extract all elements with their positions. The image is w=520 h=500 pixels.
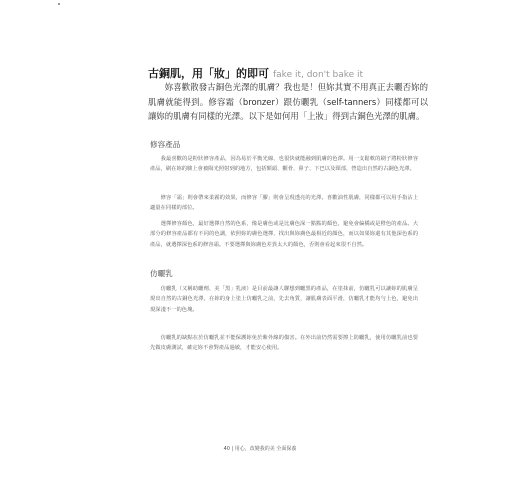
intro-paragraph: 妳喜歡散發古銅色光澤的肌膚？我也是！但妳其實不用真正去曬否妳的肌膚就能得到。修容霜（bronzer）跟仿曬乳（self-tanners）同樣都可以讓妳的肌膚有同樣的光澤。以下是如何用「上妝」得到古銅色光澤的肌膚。 [148,82,428,121]
bronzer-paragraph-3: 選擇修容顏色，最好選擇自然的色系，像是膚色或是比膚色深一點點的顏色，避免會偏橘或是橙色的產品。大部分的修容產品都有不同的色調，依照妳的膚色選擇，找出與妳膚色最相近的顏色，而以如果妳還有其他深色系的產品，就選擇深色系的修容霜。不要選擇與妳膚色差異太大的顏色，否則會看起來很不自然。 [150,221,418,248]
bronzer-paragraph-1: 我最喜歡的是粉狀修容產品，因為易於平衡光線，也很快就能融到肌膚的色澤。用一支鬆軟的刷子將粉狀修容產品，刷在妳的臉上會被陽光照射到的地方，包括額頭、顴骨、鼻子、下巴以及頸部，營造出自然的古銅色光澤。 [150,156,418,173]
page-title [148,62,488,81]
self-tanner-paragraph-2: 仿曬乳的缺點在於仿曬乳並不能保護妳免於紫外線的傷害。在外出前仍然需要擦上防曬乳，使用仿曬乳前也要先做皮膚測試，確定妳不會對產品過敏，才能安心使用。 [150,335,418,352]
title-subtitle: fake it, don't bake it [273,70,364,80]
bronzer-paragraph-2: 修容「霜」則會帶來柔霧的效果，而修容「膠」則會呈現透亮的光澤。喜歡油性肌膚，同樣都可以用手指沾上適量在同樣的部位。 [150,195,418,212]
section-heading-bronzer: 修容產品 [150,140,181,149]
scan-mark [58,3,60,5]
self-tanner-paragraph-1: 仿曬乳（又稱助曬劑、美「黑」乳液）是目前最讓人聯想到曬黑的產品，在塗抹前，仿曬乳可以讓妳的肌膚呈現出自然的古銅色光澤，在妳的身上塗上仿曬乳之前，先去角質，讓肌膚表面平滑，仿曬乳才能均勻上色，避免出現深淺不一的色塊。 [150,286,418,313]
section-heading-self-tanner: 仿曬乳 [150,269,173,278]
title-main: 古銅肌，用「妝」的即可 [148,67,269,80]
page-footer: 40 | 用心，改變我的美 全面保養 [223,446,297,452]
